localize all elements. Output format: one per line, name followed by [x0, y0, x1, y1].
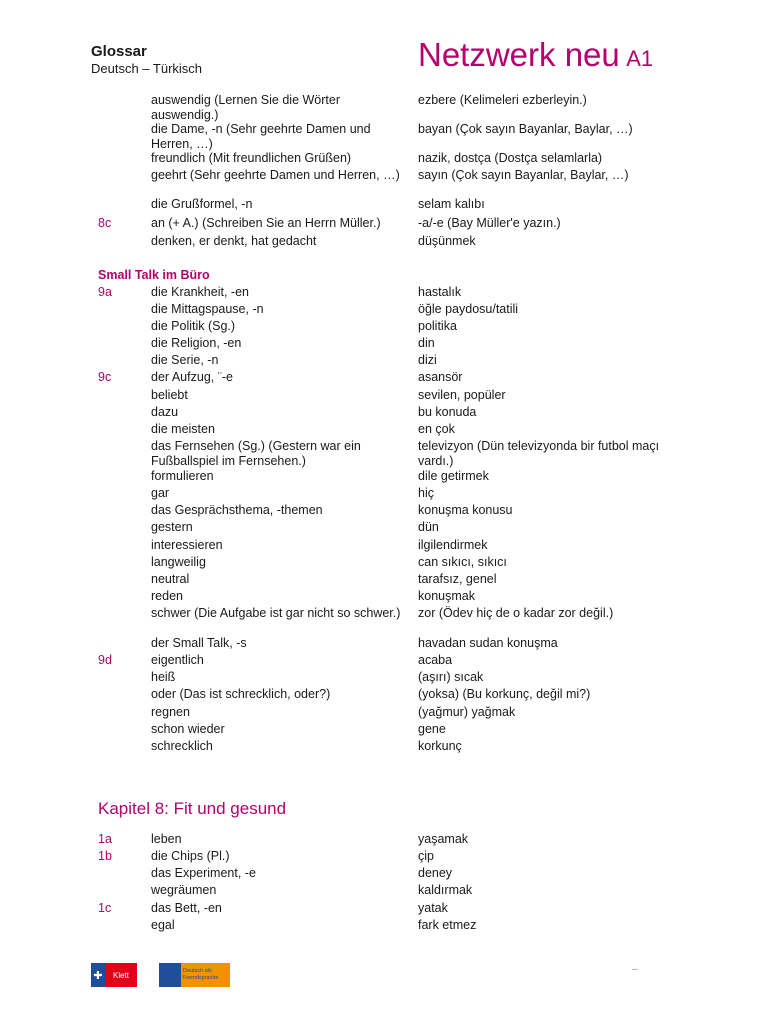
exercise-number: 1a	[98, 832, 112, 846]
turkish-translation: bayan (Çok sayın Bayanlar, Baylar, …)	[418, 122, 633, 136]
german-term: eigentlich	[151, 653, 204, 667]
turkish-translation: çip	[418, 849, 434, 863]
turkish-translation: hastalık	[418, 285, 462, 299]
german-term: langweilig	[151, 555, 206, 569]
daf-logo	[159, 963, 230, 987]
german-term: schon wieder	[151, 722, 225, 736]
german-term: die Politik (Sg.)	[151, 319, 236, 333]
turkish-translation: (yağmur) yağmak	[418, 705, 516, 719]
german-term: regnen	[151, 705, 190, 719]
german-term: die meisten	[151, 422, 215, 436]
turkish-translation: televizyon (Dün televizyonda bir futbol maçı vardı.)	[418, 439, 660, 468]
turkish-translation: korkunç	[418, 739, 462, 753]
turkish-translation: konuşma konusu	[418, 503, 513, 517]
german-term: beliebt	[151, 388, 188, 402]
turkish-translation: nazik, dostça (Dostça selamlarla)	[418, 151, 603, 165]
turkish-translation: dizi	[418, 353, 437, 367]
german-term: interessieren	[151, 538, 223, 552]
german-term: gestern	[151, 520, 193, 534]
german-term: auswendig (Lernen Sie die Wörter auswendig.)	[151, 93, 340, 122]
german-term: schrecklich	[151, 739, 213, 753]
klett-logo-text: Klett	[105, 963, 137, 987]
turkish-translation: din	[418, 336, 435, 350]
exercise-number: 8c	[98, 216, 112, 230]
german-term: die Religion, -en	[151, 336, 242, 350]
turkish-translation: ezbere (Kelimeleri ezberleyin.)	[418, 93, 587, 107]
klett-icon: ✚	[91, 963, 105, 987]
section-heading-small-talk: Small Talk im Büro	[98, 268, 210, 282]
turkish-translation: en çok	[418, 422, 455, 436]
german-term: reden	[151, 589, 183, 603]
turkish-translation: acaba	[418, 653, 453, 667]
turkish-translation: ilgilendirmek	[418, 538, 488, 552]
german-term: geehrt (Sehr geehrte Damen und Herren, …)	[151, 168, 400, 182]
glossary-header	[91, 43, 202, 77]
turkish-translation: asansör	[418, 370, 463, 384]
turkish-translation: bu konuda	[418, 405, 477, 419]
turkish-translation: deney	[418, 866, 453, 880]
german-term: leben	[151, 832, 182, 846]
german-term: das Fernsehen (Sg.) (Gestern war ein Fußballspiel im Fernsehen.)	[151, 439, 361, 468]
turkish-translation: tarafsız, genel	[418, 572, 497, 586]
german-term: neutral	[151, 572, 190, 586]
german-term: die Serie, -n	[151, 353, 219, 367]
turkish-translation: düşünmek	[418, 234, 476, 248]
turkish-translation: (aşırı) sıcak	[418, 670, 484, 684]
turkish-translation: sayın (Çok sayın Bayanlar, Baylar, …)	[418, 168, 629, 182]
german-term: heiß	[151, 670, 176, 684]
german-term: die Chips (Pl.)	[151, 849, 230, 863]
turkish-translation: fark etmez	[418, 918, 477, 932]
german-term: die Grußformel, -n	[151, 197, 253, 211]
turkish-translation: sevilen, popüler	[418, 388, 506, 402]
german-term: wegräumen	[151, 883, 217, 897]
turkish-translation: konuşmak	[418, 589, 475, 603]
turkish-translation: (yoksa) (Bu korkunç, değil mi?)	[418, 687, 591, 701]
german-term: an (+ A.) (Schreiben Sie an Herrn Müller.)	[151, 216, 381, 230]
glossary-title: Glossar	[91, 43, 147, 60]
exercise-number: 1c	[98, 901, 112, 915]
german-term: das Gesprächsthema, -themen	[151, 503, 323, 517]
turkish-translation: yatak	[418, 901, 448, 915]
brand-name: Netzwerk neu	[418, 36, 620, 73]
turkish-translation: kaldırmak	[418, 883, 473, 897]
turkish-translation: hiç	[418, 486, 434, 500]
chapter-heading: Kapitel 8: Fit und gesund	[98, 799, 287, 818]
german-term: denken, er denkt, hat gedacht	[151, 234, 317, 248]
german-term: gar	[151, 486, 170, 500]
german-term: dazu	[151, 405, 179, 419]
turkish-translation: havadan sudan konuşma	[418, 636, 558, 650]
german-term: die Dame, -n (Sehr geehrte Damen und Herren, …)	[151, 122, 371, 151]
german-term: oder (Das ist schrecklich, oder?)	[151, 687, 331, 701]
german-term: egal	[151, 918, 175, 932]
turkish-translation: yaşamak	[418, 832, 469, 846]
turkish-translation: dile getirmek	[418, 469, 489, 483]
turkish-translation: selam kalıbı	[418, 197, 485, 211]
turkish-translation: zor (Ödev hiç de o kadar zor değil.)	[418, 606, 614, 620]
exercise-number: 1b	[98, 849, 112, 863]
daf-logo-text: Deutsch als Fremdsprache	[181, 963, 230, 987]
german-term: der Aufzug, ¨-e	[151, 370, 233, 384]
turkish-translation: -a/-e (Bay Müller'e yazın.)	[418, 216, 561, 230]
german-term: die Mittagspause, -n	[151, 302, 264, 316]
glossary-subtitle: Deutsch – Türkisch	[91, 61, 203, 76]
klett-logo	[91, 963, 137, 987]
turkish-translation: gene	[418, 722, 446, 736]
exercise-number: 9c	[98, 370, 112, 384]
daf-logo-bar	[159, 963, 181, 987]
german-term: formulieren	[151, 469, 214, 483]
turkish-translation: öğle paydosu/tatili	[418, 302, 519, 316]
german-term: freundlich (Mit freundlichen Grüßen)	[151, 151, 352, 165]
german-term: der Small Talk, -s	[151, 636, 247, 650]
exercise-number: 9a	[98, 285, 112, 299]
turkish-translation: politika	[418, 319, 457, 333]
brand-level: A1	[626, 46, 654, 71]
german-term: das Experiment, -e	[151, 866, 256, 880]
exercise-number: 9d	[98, 653, 112, 667]
german-term: schwer (Die Aufgabe ist gar nicht so schwer.)	[151, 606, 401, 620]
turkish-translation: can sıkıcı, sıkıcı	[418, 555, 507, 569]
german-term: die Krankheit, -en	[151, 285, 249, 299]
brand-title	[418, 36, 653, 74]
german-term: das Bett, -en	[151, 901, 222, 915]
turkish-translation: dün	[418, 520, 439, 534]
page-marker: –	[632, 964, 638, 975]
